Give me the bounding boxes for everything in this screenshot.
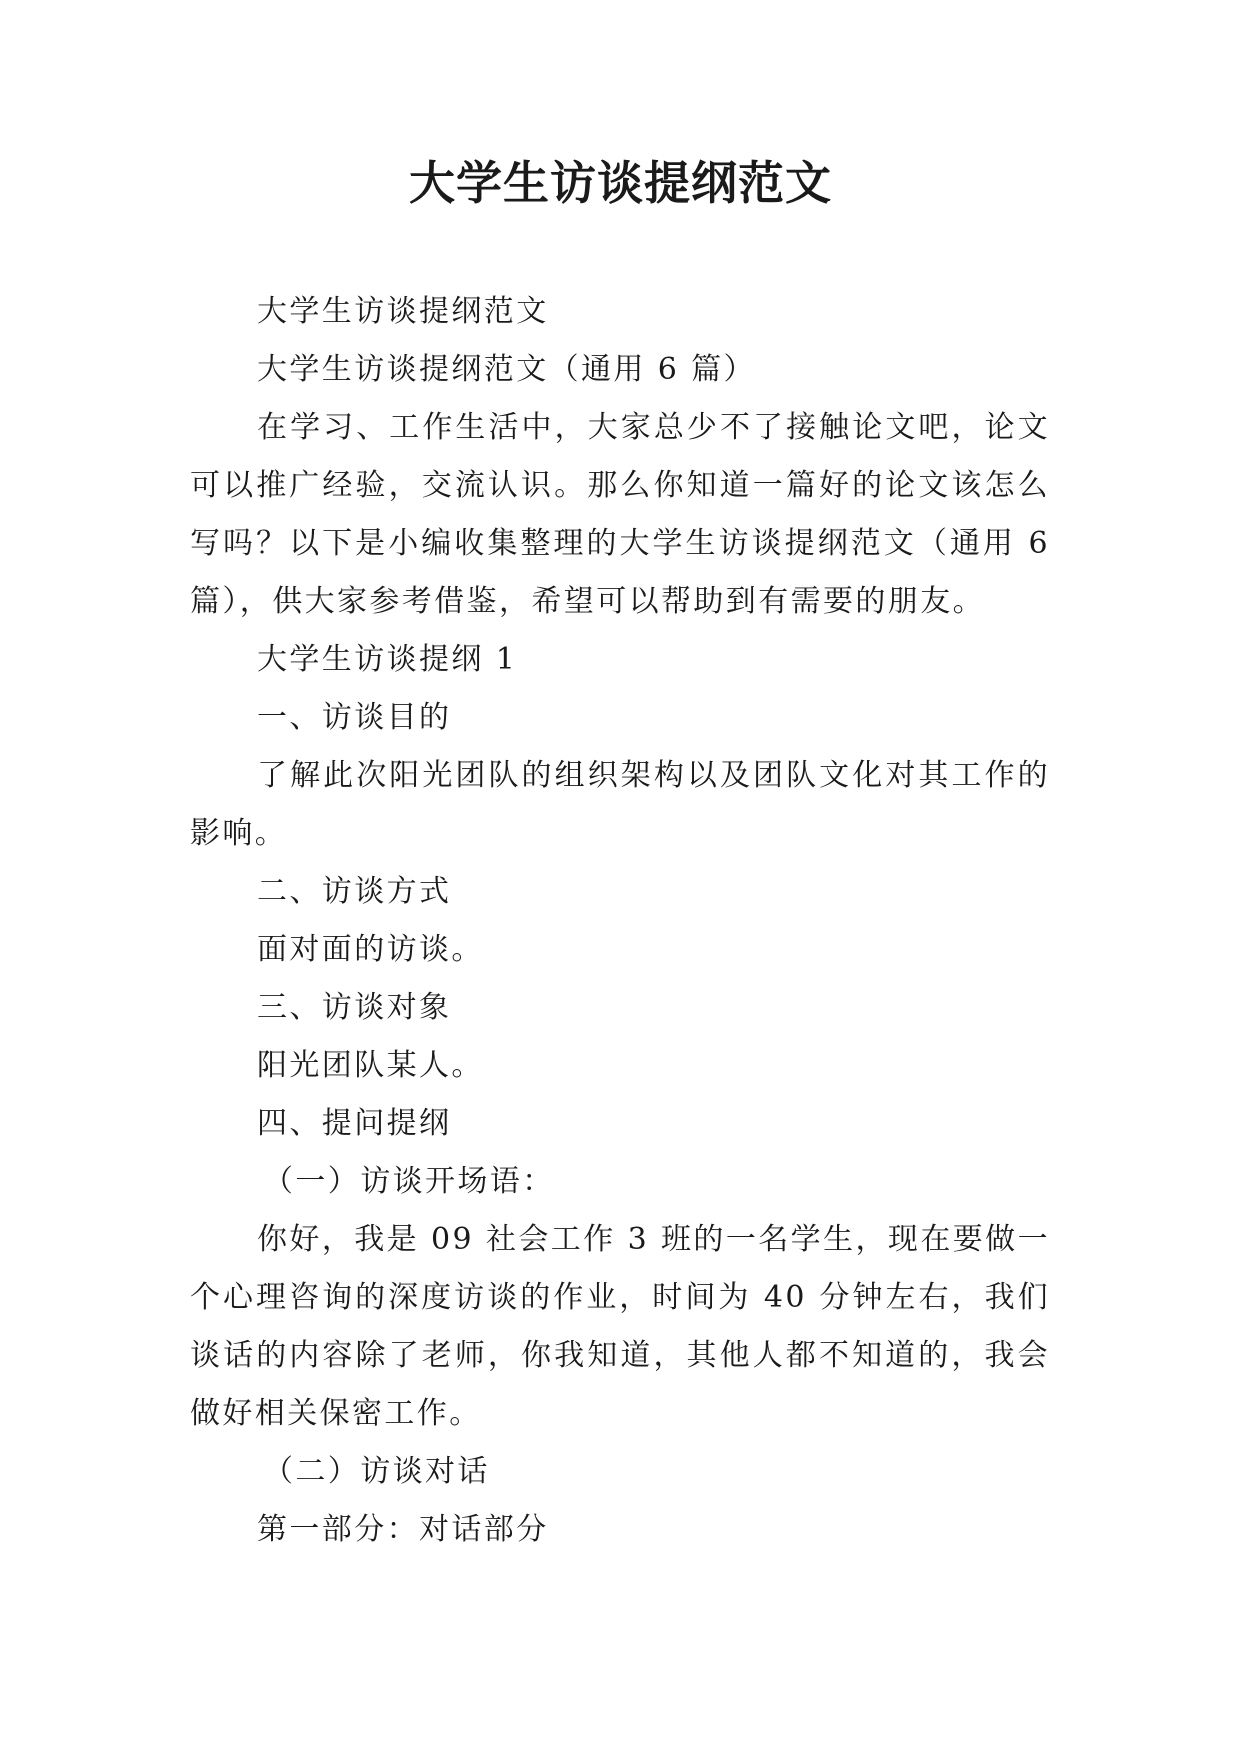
paragraph-subitem-opening: 你好，我是 09 社会工作 3 班的一名学生，现在要做一个心理咨询的深度访谈的作业，时间为 40 分钟左右，我们谈话的内容除了老师，你我知道，其他人都不知道的，我会做好相关保密工作。 [190, 1222, 1050, 1431]
document-title: 大学生访谈提纲范文 [409, 156, 832, 210]
paragraph-item-purpose: 了解此次阳光团队的组织架构以及团队文化对其工作的影响。 [190, 758, 1050, 851]
document-body [190, 283, 1050, 1559]
paragraph-item-method: 面对面的访谈。 [257, 932, 484, 967]
paragraph-intro: 在学习、工作生活中，大家总少不了接触论文吧，论文可以推广经验，交流认识。那么你知道一篇好的论文该怎么写吗？以下是小编收集整理的大学生访谈提纲范文（通用 6 篇），供大家参考借鉴，希望可以帮助到有需要的朋友。 [190, 410, 1050, 619]
paragraph-subheading: 大学生访谈提纲范文（通用 6 篇） [257, 352, 756, 387]
paragraph-part-one: 第一部分：对话部分 [257, 1512, 549, 1547]
paragraph-subitem-opening-heading: （一）访谈开场语： [263, 1164, 555, 1199]
paragraph-item-outline-heading: 四、提问提纲 [257, 1106, 452, 1141]
paragraph-section-title: 大学生访谈提纲 1 [257, 642, 518, 677]
paragraph-item-purpose-heading: 一、访谈目的 [257, 700, 452, 735]
paragraph-item-method-heading: 二、访谈方式 [257, 874, 452, 909]
paragraph-item-subject-heading: 三、访谈对象 [257, 990, 452, 1025]
paragraph-heading: 大学生访谈提纲范文 [257, 294, 549, 329]
paragraph-item-subject: 阳光团队某人。 [257, 1048, 484, 1083]
paragraph-subitem-dialogue-heading: （二）访谈对话 [263, 1454, 490, 1489]
